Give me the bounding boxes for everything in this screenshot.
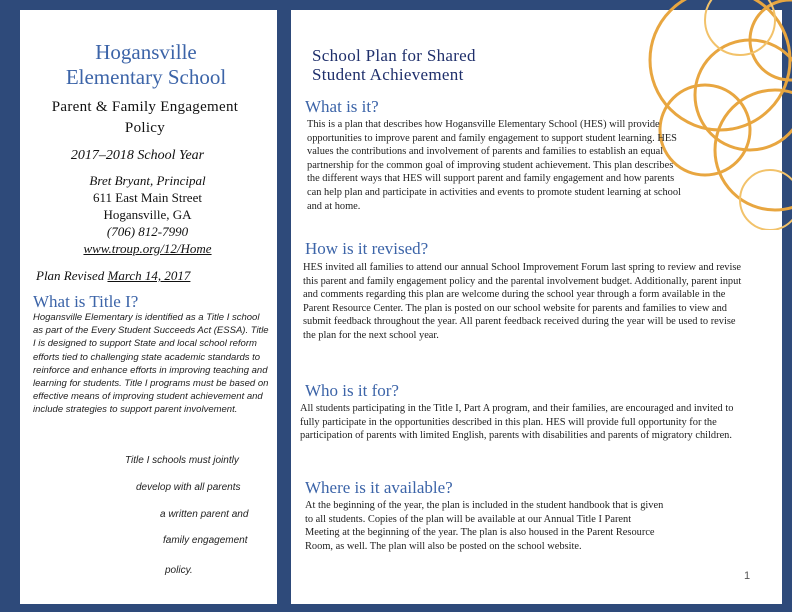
where-body: At the beginning of the year, the plan is included in the student handbook that is given to all students. Copies of the plan will be available at our Annual Title I Parent Meeting at the beginning of the year. The plan is also housed in the Parent Resource Room, as well. The plan will also be posted on the school website.: [305, 500, 664, 552]
page-number: 1: [744, 570, 751, 582]
school-name-line2: Elementary School: [65, 65, 227, 89]
title1-callout-line1: Title I schools must jointly: [125, 455, 239, 466]
title1-body: Hogansville Elementary is identified as a Title I school as part of the Every Student Succeeds Act (ESSA). Title I is designed to support State and local school reform efforts tied to challenging state academic standards to reinforce and enhance efforts in improving teaching and learning for students. Title I programs must be based on effective means of improving student achievement and include strategies to support parent involvement.: [33, 312, 269, 416]
city-state: Hogansville, GA: [103, 207, 192, 222]
plan-revised: [36, 268, 266, 284]
ring-7: [740, 170, 792, 230]
policy-title-line1: Parent & Family Engagement: [51, 99, 239, 115]
school-name: [36, 40, 256, 90]
ring-2: [695, 40, 792, 150]
ring-1: [650, 0, 790, 130]
title1-callout-line4: family engagement: [163, 535, 248, 546]
school-name-line1: Hogansville: [95, 40, 197, 64]
title1-callout-line3: a written parent and: [160, 509, 249, 520]
plan-title-line1: School Plan for Shared: [312, 46, 476, 65]
bottom-border: [0, 604, 792, 612]
left-border: [0, 0, 20, 612]
what-body: This is a plan that describes how Hogansville Elementary School (HES) will provide opportunities to improve parent and family engagement to support student learning. HES values the contributions and involvement of parents and families to establish an equal partnership for the common goal of improving student achievement. This plan describes the different ways that HES will support parent and family engagement and how parents can help plan and participate in activities and events to promote student learning at school and at home.: [307, 119, 681, 212]
principal-name: Bret Bryant, Principal: [89, 173, 206, 188]
school-year: 2017–2018 School Year: [70, 148, 205, 163]
what-heading: What is it?: [305, 97, 379, 116]
policy-title-line2: Policy: [124, 120, 166, 136]
phone-number: (706) 812-7990: [106, 224, 189, 239]
plan-title-line2: Student Achievement: [312, 65, 464, 84]
revised-date: March 14, 2017: [107, 268, 191, 283]
policy-title: [30, 97, 260, 139]
revised-label: Plan Revised: [36, 268, 105, 283]
contact-block: [30, 172, 265, 257]
who-heading: Who is it for?: [305, 381, 399, 400]
title1-heading: What is Title I?: [33, 292, 139, 311]
plan-title: [312, 46, 476, 84]
street-address: 611 East Main Street: [93, 190, 202, 205]
where-heading: Where is it available?: [305, 478, 453, 497]
middle-border: [277, 0, 291, 612]
title1-callout-line5: policy.: [165, 565, 193, 576]
how-body: HES invited all families to attend our annual School Improvement Forum last spring to review and revise this parent and family engagement policy and the parental involvement budget. Additionally, parent input and comments regarding this plan are welcome during the school year through a form available in the Parent Resource Center. The plan is posted on our school website for parents and families to view and submit feedback throughout the year. All parent feedback received during the year will be used to revise the plan for the next school year.: [303, 262, 742, 341]
title1-callout-line2: develop with all parents: [136, 482, 241, 493]
how-heading: How is it revised?: [305, 239, 429, 258]
website-link[interactable]: www.troup.org/12/Home: [83, 241, 212, 256]
who-body: All students participating in the Title I, Part A program, and their families, are encouraged and invited to fully participate in the opportunities described in this plan. HES will provide full opportunity for the participation of parents with limited English, parents with disabilities and parents of migratory children.: [300, 403, 734, 442]
